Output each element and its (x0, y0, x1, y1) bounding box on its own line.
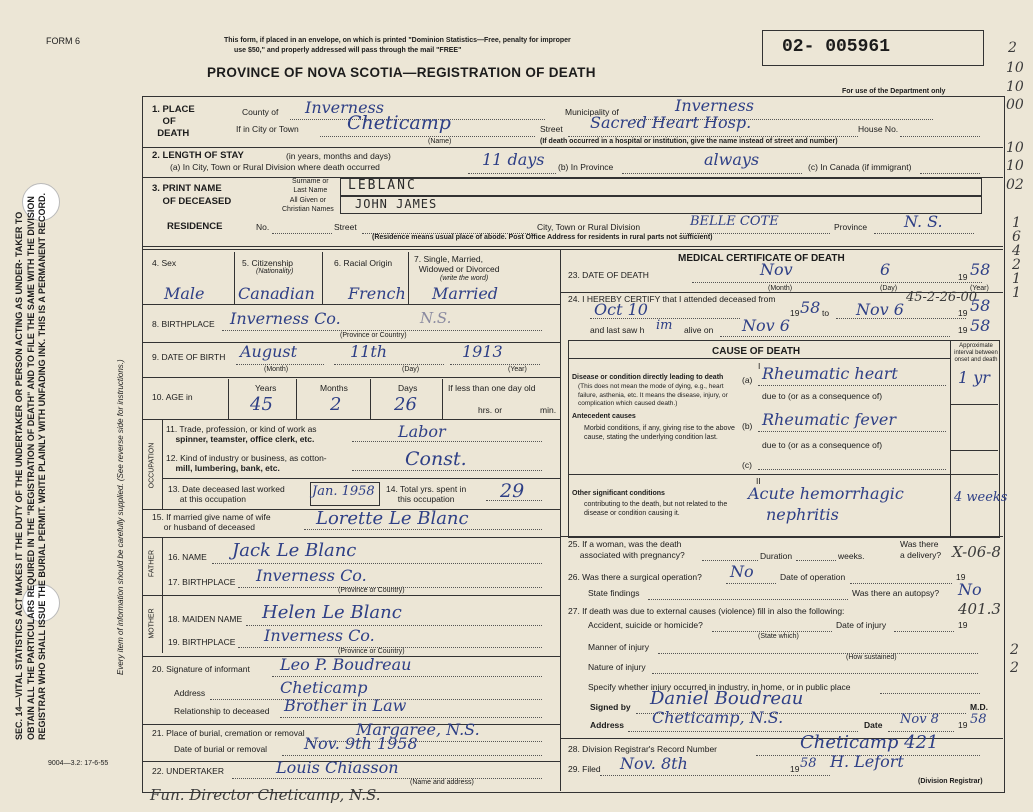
instructions-side-text: Every item of information should be carefully supplied. (See reverse side for instructions.) (116, 359, 125, 675)
roman-one: I (758, 361, 761, 371)
nature-label: Nature of injury (588, 662, 646, 672)
statute-side-text: SEC. 14—VITAL STATISTICS ACT MAKES IT THE DUTY OF THE UNDERTAKER OR PERSON ACTING AS UNDER- TAKER TO OBTAIN ALL THE PARTICULARS REQUIRED IN THE "REGISTRATION OF DEATH" AND TO FILE THE SAME WITH THE DIVISION REGISTRAR WHO SHALL ISSUE THE BURIAL PERMIT. WRITE PLAINLY WITH UNFADING INK. THIS IS A PERMANENT RECORD. (14, 192, 47, 740)
residence-division-value: BELLE COTE (690, 214, 779, 229)
last-saw-label: and last saw h (590, 325, 645, 335)
marital-value: Married (432, 284, 499, 303)
form-number: FORM 6 (46, 36, 81, 46)
attend-from-year-prefix: 19 (790, 308, 800, 318)
accident-hint: (State which) (758, 633, 799, 640)
due-to-b: due to (or as a consequence of) (762, 440, 883, 450)
age-label: 10. AGE in (152, 392, 193, 402)
medical-title: MEDICAL CERTIFICATE OF DEATH (678, 253, 845, 264)
informant-address-value: Cheticamp (280, 678, 368, 697)
other-note: contributing to the death, but not related to the disease or condition causing it. (584, 501, 728, 517)
funeral-director-note: Fun. Director Cheticamp, N.S. (150, 786, 381, 804)
father-birthplace-hint: (Province or Country) (338, 587, 405, 594)
spouse-label: 15. If married give name of wife or husband of deceased (152, 512, 271, 532)
dob-label: 9. DATE OF BIRTH (152, 352, 226, 362)
other-label: Other significant conditions (572, 490, 665, 497)
age-months-label: Months (320, 383, 348, 393)
other-condition-1: Acute hemorrhagic (748, 484, 904, 503)
autopsy-label: Was there an autopsy? (852, 588, 940, 598)
doctor-date-year-prefix: 19 (958, 720, 968, 730)
relationship-value: Brother in Law (284, 696, 407, 715)
other-interval: 4 weeks (954, 490, 1008, 505)
residence-province-label: Province (834, 222, 868, 232)
signed-value: Daniel Boudreau (650, 688, 804, 709)
death-year-hint: (Year) (970, 285, 989, 292)
q29-year: 58 (800, 756, 817, 771)
attend-to-label: to (822, 308, 830, 318)
injury-year-prefix: 19 (958, 620, 968, 630)
injury-date-label: Date of injury (836, 620, 887, 630)
age-years-value: 45 (250, 394, 273, 415)
father-birthplace-label: 17. BIRTHPLACE (168, 577, 236, 587)
residence-note: (Residence means usual place of abode. Post Office Address for residents in rural parts not sufficient) (372, 234, 713, 241)
interval-label: Approximate interval between onset and death (954, 343, 998, 363)
registrar-hint: (Division Registrar) (918, 778, 983, 785)
doctor-address-label: Address (590, 720, 625, 730)
total-years-value: 29 (500, 480, 525, 502)
residence-no-label: No. (256, 222, 270, 232)
certify-label: 24. I HEREBY CERTIFY that I attended deceased from (568, 294, 776, 304)
municipality-value: Inverness (675, 96, 754, 115)
doctor-date-label: Date (864, 720, 883, 730)
cause-a-label: (a) (742, 375, 753, 385)
dob-month-value: August (240, 342, 298, 361)
stay-a-value: 11 days (482, 150, 545, 169)
relationship-label: Relationship to deceased (174, 706, 270, 716)
due-to-a: due to (or as a consequence of) (762, 391, 883, 401)
cause-a-interval: 1 yr (958, 368, 990, 387)
dob-day-value: 11th (350, 342, 388, 361)
father-side-label: FATHER (148, 549, 156, 578)
mother-side-label: MOTHER (148, 608, 156, 639)
side-code-10: 2 (1012, 257, 1021, 273)
side-code-0: 2 (1008, 40, 1017, 56)
duration-label: Duration (760, 551, 793, 561)
right-code-1: 2 (1010, 660, 1019, 676)
trade-label: 11. Trade, profession, or kind of work as spinner, teamster, office clerk, etc. (166, 424, 317, 444)
origin-label: 6. Racial Origin (334, 258, 393, 268)
stay-b-value: always (704, 150, 760, 169)
department-use-note: For use of the Department only (842, 88, 946, 95)
side-code-8: 6 (1012, 229, 1021, 245)
side-code-12: 1 (1012, 285, 1021, 301)
doctor-date-year: 58 (970, 712, 987, 727)
side-code-3: 00 (1006, 97, 1024, 113)
attend-to-value: Nov 6 (856, 300, 904, 319)
municipality-label: Municipality of (565, 107, 619, 117)
mother-birthplace-hint: (Province or Country) (338, 648, 405, 655)
birthplace-prov-value: N.S. (420, 309, 452, 327)
mother-birthplace-value: Inverness Co. (264, 626, 375, 645)
q28-label: 28. Division Registrar's Record Number (568, 744, 718, 754)
burial-place-label: 21. Place of burial, cremation or removal (152, 728, 305, 738)
side-code-6: 02 (1006, 177, 1024, 193)
marital-label: 7. Single, Married, Widowed or Divorced (414, 254, 500, 274)
undertaker-value: Louis Chiasson (276, 758, 399, 777)
attend-to-year: 58 (970, 296, 991, 315)
attend-to-year-prefix: 19 (958, 308, 968, 318)
death-month-value: Nov (760, 260, 793, 279)
other-condition-2: nephritis (766, 505, 839, 524)
residence-province-value: N. S. (904, 212, 943, 231)
birthplace-value: Inverness Co. (230, 309, 341, 328)
alive-label: alive on (684, 325, 714, 335)
informant-sig-label: 20. Signature of informant (152, 664, 250, 674)
industry-label: 12. Kind of industry or business, as cotton- mill, lumbering, bank, etc. (166, 453, 327, 473)
q25-label: 25. If a woman, was the death associated with pregnancy? (568, 539, 685, 560)
doctor-address-value: Cheticamp, N.S. (652, 708, 784, 727)
side-code-4: 10 (1006, 140, 1024, 156)
q25-note: X-06-8 (952, 543, 1001, 561)
findings-label: State findings (588, 588, 640, 598)
citizenship-hint: (Nationality) (256, 268, 294, 275)
age-days-label: Days (398, 383, 418, 393)
antecedent-note: Morbid conditions, if any, giving rise to the above cause, stating the underlying condition last. (584, 425, 735, 441)
street-label: Street (540, 124, 563, 134)
cause-title: CAUSE OF DEATH (712, 346, 801, 357)
city-value: Cheticamp (347, 112, 451, 134)
signed-label: Signed by (590, 702, 631, 712)
mother-name-value: Helen Le Blanc (262, 602, 402, 623)
q26-label: 26. Was there a surgical operation? (568, 572, 702, 582)
city-name-hint: (Name) (428, 138, 452, 145)
informant-address-label: Address (174, 688, 206, 698)
md-label: M.D. (970, 702, 988, 712)
hospital-note: (If death occurred in a hospital or institution, give the name instead of street and number) (540, 138, 838, 145)
accident-label: Accident, suicide or homicide? (588, 620, 703, 630)
residence-division-label: City, Town or Rural Division (537, 222, 641, 232)
q27-note: 401.3 (958, 600, 1001, 618)
last-saw-suffix: im (656, 318, 673, 333)
op-date-label: Date of operation (780, 572, 846, 582)
father-birthplace-value: Inverness Co. (256, 566, 367, 585)
q29-year-prefix: 19 (790, 764, 800, 774)
weeks-label: weeks. (838, 551, 865, 561)
side-code-2: 10 (1006, 79, 1024, 95)
undertaker-label: 22. UNDERTAKER (152, 766, 224, 776)
autopsy-value: No (958, 580, 982, 599)
dob-year-hint: (Year) (508, 366, 527, 373)
age-years-label: Years (255, 383, 277, 393)
age-less-day-label: If less than one day old (448, 383, 536, 393)
side-code-5: 10 (1006, 158, 1024, 174)
origin-value: French (348, 284, 406, 303)
given-value: JOHN JAMES (355, 197, 438, 211)
death-month-hint: (Month) (768, 285, 793, 292)
house-label: House No. (858, 124, 899, 134)
county-value: Inverness (305, 98, 384, 117)
city-label: If in City or Town (236, 124, 299, 134)
burial-date-label: Date of burial or removal (174, 744, 268, 754)
side-code-7: 1 (1012, 215, 1021, 231)
right-code-0: 2 (1010, 642, 1019, 658)
county-label: County of (242, 107, 279, 117)
attend-from-year: 58 (800, 298, 821, 317)
burial-date-value: Nov. 9th 1958 (304, 734, 418, 753)
stay-a-label: (a) In City, Town or Rural Division where death occurred (170, 162, 380, 172)
cause-a-value: Rheumatic heart (762, 364, 898, 383)
specify-label: Specify whether injury occurred in industry, in home, or in public place (588, 682, 851, 692)
alive-year-prefix: 19 (958, 325, 968, 335)
side-code-9: 4 (1012, 243, 1021, 259)
spouse-value: Lorette Le Blanc (316, 508, 469, 529)
mother-name-label: 18. MAIDEN NAME (168, 614, 243, 624)
surname-box (340, 178, 982, 196)
disease-label: Disease or condition directly leading to death (572, 374, 724, 381)
age-days-value: 26 (394, 394, 417, 415)
q28-value: Cheticamp 421 (800, 732, 939, 753)
side-code-11: 1 (1012, 271, 1021, 287)
undertaker-hint: (Name and address) (410, 779, 474, 786)
attend-from-value: Oct 10 (594, 300, 648, 319)
form-code: 9004—3.2: 17-6-55 (48, 760, 109, 767)
registration-number: 02- 005961 (782, 37, 891, 57)
op-year-prefix: 19 (956, 572, 966, 582)
q29-value: Nov. 8th (620, 754, 688, 773)
death-date-label: 23. DATE OF DEATH (568, 270, 649, 280)
margin-note-age: 45-2-26-00 (906, 290, 978, 305)
occupation-side-label: OCCUPATION (148, 442, 156, 489)
q29-label: 29. Filed (568, 764, 601, 774)
death-year-value: 58 (970, 260, 991, 279)
alive-year-value: 58 (970, 316, 991, 335)
roman-two: II (756, 476, 761, 486)
residence-label: RESIDENCE (167, 221, 223, 232)
last-worked-label: 13. Date deceased last worked at this occupation (168, 484, 285, 504)
place-label: 1. PLACE OF DEATH (152, 104, 195, 139)
birthplace-label: 8. BIRTHPLACE (152, 319, 215, 329)
dob-month-hint: (Month) (264, 366, 289, 373)
citizenship-value: Canadian (238, 284, 315, 303)
mailing-note-1: This form, if placed in an envelope, on which is printed "Dominion Statistics—Free, penalty for improper (224, 37, 571, 44)
father-name-label: 16. NAME (168, 552, 207, 562)
stay-b-label: (b) In Province (558, 162, 614, 172)
disease-note: (This does not mean the mode of dying, e.g., heart failure, asthenia, etc. It means the disease, injury, or complication which caused death.) (578, 383, 728, 407)
delivery-label: Was there a delivery? (900, 539, 942, 560)
age-months-value: 2 (330, 394, 342, 415)
industry-value: Const. (405, 448, 467, 470)
q26-value: No (730, 562, 754, 581)
mailing-note-2: use $50," and properly addressed will pass through the mail "FREE" (234, 47, 462, 54)
informant-sig-value: Leo P. Boudreau (280, 655, 412, 674)
cause-b-label: (b) (742, 421, 753, 431)
sex-label: 4. Sex (152, 258, 177, 268)
death-year-prefix: 19 (958, 272, 968, 282)
surname-label: Surname or Last Name (292, 178, 329, 194)
name-label: 3. PRINT NAME OF DECEASED (152, 183, 232, 207)
alive-on-value: Nov 6 (742, 316, 790, 335)
birthplace-hint: (Province or Country) (340, 332, 407, 339)
manner-label: Manner of injury (588, 642, 649, 652)
residence-street-label: Street (334, 222, 357, 232)
burial-place-value: Margaree, N.S. (356, 720, 480, 739)
form-title: PROVINCE OF NOVA SCOTIA—REGISTRATION OF DEATH (207, 65, 596, 80)
cause-c-label: (c) (742, 460, 752, 470)
cause-b-value: Rheumatic fever (762, 410, 896, 429)
age-min-label: min. (540, 405, 557, 415)
trade-value: Labor (398, 422, 446, 441)
stay-c-label: (c) In Canada (if immigrant) (808, 162, 912, 172)
father-name-value: Jack Le Blanc (232, 540, 357, 561)
mother-birthplace-label: 19. BIRTHPLACE (168, 637, 236, 647)
side-code-1: 10 (1006, 60, 1024, 76)
stay-label: 2. LENGTH OF STAY (152, 150, 244, 161)
dob-year-value: 1913 (462, 342, 503, 361)
age-hrs-label: hrs. or (478, 405, 503, 415)
total-years-label: 14. Total yrs. spent in this occupation (386, 484, 467, 504)
given-label: All Given or Christian Names (282, 197, 334, 213)
citizenship-label: 5. Citizenship (242, 258, 294, 268)
last-worked-value: Jan. 1958 (312, 484, 375, 499)
antecedent-label: Antecedent causes (572, 413, 636, 420)
how-hint: (How sustained) (846, 654, 897, 661)
marital-hint: (write the word) (440, 275, 489, 282)
sex-value: Male (164, 284, 205, 303)
death-day-hint: (Day) (880, 285, 898, 292)
q27-label: 27. If death was due to external causes (violence) fill in also the following: (568, 606, 845, 616)
q29-signature: H. Lefort (830, 752, 904, 771)
death-day-value: 6 (880, 260, 891, 279)
street-value: Sacred Heart Hosp. (590, 113, 752, 132)
doctor-date-value: Nov 8 (900, 712, 939, 727)
dob-day-hint: (Day) (402, 366, 420, 373)
surname-value: LEBLANC (348, 178, 417, 193)
stay-hint: (in years, months and days) (286, 151, 391, 161)
